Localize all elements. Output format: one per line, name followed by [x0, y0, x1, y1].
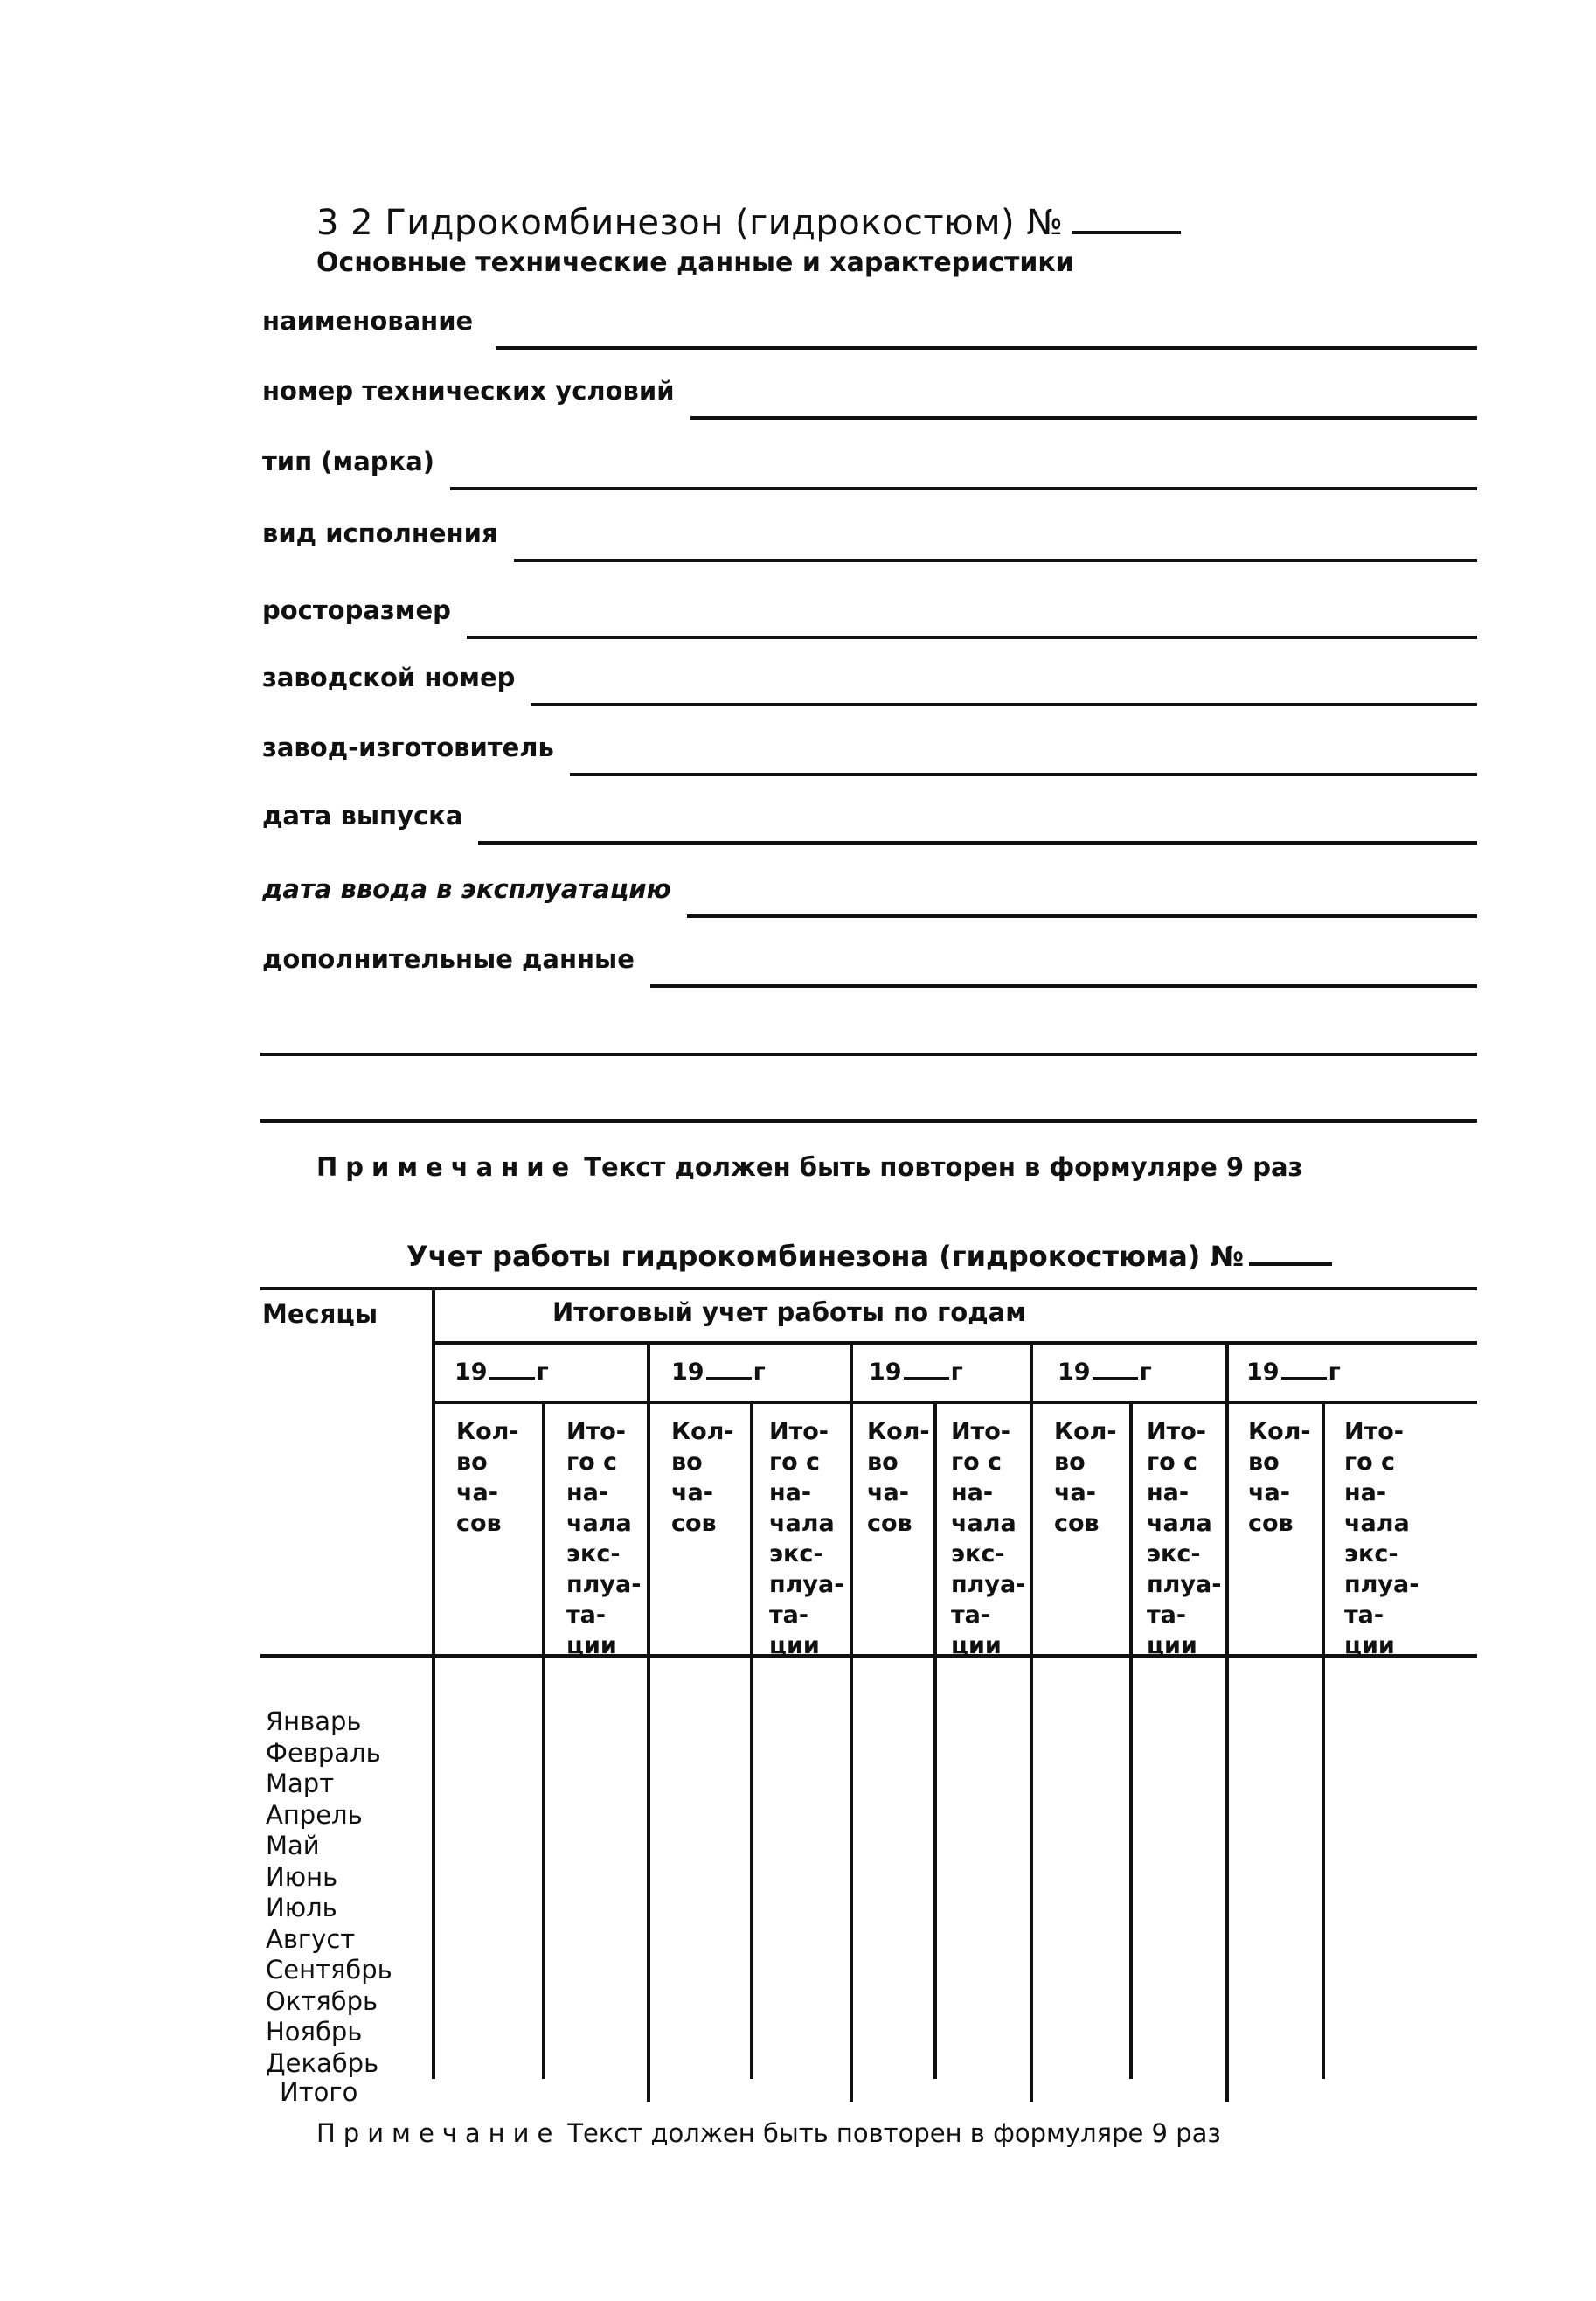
month-row: Февраль [266, 1737, 381, 1768]
col-hours-4: Кол- во ча- сов [1054, 1418, 1117, 1537]
col-hours-5: Кол- во ча- сов [1248, 1418, 1311, 1537]
note-prefix: Примечание [316, 2118, 561, 2148]
month-row: Октябрь [266, 1985, 378, 2016]
col-total-4: Ито- го с на- чала экс- плуа- та- ции [1147, 1418, 1222, 1659]
col-hours-1: Кол- во ча- сов [456, 1418, 519, 1537]
year-prefix: 19 [869, 1359, 902, 1386]
section-subtitle: Основные технические данные и характеристики [316, 247, 1074, 278]
field-blank-line[interactable] [687, 914, 1477, 918]
table-title [406, 1240, 1332, 1273]
year-suffix: г [753, 1359, 766, 1386]
months-list [266, 1707, 392, 2079]
col-hours-2: Кол- во ча- сов [671, 1418, 734, 1537]
field-spec-number[interactable] [262, 378, 1477, 421]
field-label: дата ввода в эксплуатацию [262, 874, 671, 904]
sub-divider-2 [750, 1401, 753, 2079]
year-label-2[interactable] [671, 1359, 766, 1386]
col-total-5: Ито- го с на- чала экс- плуа- та- ции [1344, 1418, 1419, 1659]
additional-data-line-2[interactable] [260, 1053, 1477, 1056]
note-1 [316, 1152, 1302, 1182]
month-row: Ноябрь [266, 2017, 363, 2047]
year-label-1[interactable] [455, 1359, 549, 1386]
note-2 [316, 2118, 1221, 2148]
year-divider-4 [1225, 1341, 1229, 2102]
month-row: Декабрь [266, 2047, 379, 2078]
field-blank-line[interactable] [514, 559, 1477, 562]
field-label: дополнительные данные [262, 944, 635, 974]
year-label-3[interactable] [869, 1359, 963, 1386]
field-commission-date[interactable] [262, 876, 1477, 920]
additional-data-line-3[interactable] [260, 1119, 1477, 1123]
field-blank-line[interactable] [450, 487, 1477, 490]
note-text: Текст должен быть повторен в формуляре 9 раз [567, 2118, 1221, 2148]
field-blank-line[interactable] [467, 636, 1477, 639]
year-prefix: 19 [455, 1359, 488, 1386]
field-blank-line[interactable] [690, 416, 1477, 420]
field-label: наименование [262, 306, 474, 336]
year-row-rule [432, 1401, 1477, 1404]
year-suffix: г [950, 1359, 963, 1386]
year-divider-3 [1030, 1341, 1033, 2102]
month-row: Май [266, 1831, 320, 1860]
work-log-table [260, 1287, 1477, 2107]
field-serial-number[interactable] [262, 664, 1477, 708]
field-label: номер технических условий [262, 376, 675, 406]
col-total-3: Ито- го с на- чала экс- плуа- та- ции [951, 1418, 1026, 1659]
year-blank-line[interactable] [489, 1377, 535, 1380]
month-row: Апрель [266, 1799, 363, 1830]
section-title-text: 3 2 Гидрокомбинезон (гидрокостюм) № [316, 203, 1064, 243]
sub-divider-3 [933, 1401, 937, 2079]
months-column-divider [432, 1287, 435, 2079]
year-prefix: 19 [1246, 1359, 1280, 1386]
year-suffix: г [1328, 1359, 1341, 1386]
year-label-4[interactable] [1058, 1359, 1152, 1386]
month-row: Август [266, 1923, 356, 1954]
total-row-label: Итого [280, 2077, 358, 2107]
number-blank-line[interactable] [1072, 231, 1181, 234]
field-blank-line[interactable] [496, 346, 1477, 350]
months-header: Месяцы [262, 1299, 378, 1329]
section-title [316, 203, 1181, 243]
field-size[interactable] [262, 597, 1477, 641]
group-header-rule [432, 1341, 1477, 1345]
field-blank-line[interactable] [478, 841, 1477, 845]
table-title-text: Учет работы гидрокомбинезона (гидрокостюма) № [406, 1240, 1245, 1273]
field-blank-line[interactable] [650, 984, 1477, 988]
field-type[interactable] [262, 448, 1477, 492]
col-hours-3: Кол- во ча- сов [867, 1418, 930, 1537]
header-bottom-rule [260, 1654, 1477, 1658]
field-label: тип (марка) [262, 447, 435, 476]
note-text: Текст должен быть повторен в формуляре 9 раз [584, 1152, 1303, 1182]
field-manufacturer[interactable] [262, 734, 1477, 778]
year-blank-line[interactable] [1281, 1377, 1327, 1380]
field-name[interactable] [262, 308, 1477, 351]
field-label: росторазмер [262, 595, 451, 625]
note-prefix: Примечание [316, 1152, 578, 1182]
month-row: Сентябрь [266, 1955, 392, 1985]
year-suffix: г [1139, 1359, 1152, 1386]
year-prefix: 19 [671, 1359, 704, 1386]
year-divider-2 [850, 1341, 853, 2102]
sub-divider-5 [1322, 1401, 1325, 2079]
sub-divider-1 [542, 1401, 545, 2079]
table-top-rule [260, 1287, 1477, 1290]
month-row: Март [266, 1769, 335, 1798]
col-total-2: Ито- го с на- чала экс- плуа- та- ции [769, 1418, 844, 1659]
month-row: Июнь [266, 1861, 338, 1892]
group-header: Итоговый учет работы по годам [552, 1297, 1026, 1327]
year-blank-line[interactable] [706, 1377, 752, 1380]
year-label-5[interactable] [1246, 1359, 1341, 1386]
year-prefix: 19 [1058, 1359, 1091, 1386]
field-label: заводской номер [262, 663, 516, 692]
field-label: завод-изготовитель [262, 733, 554, 762]
field-additional-data[interactable] [262, 946, 1477, 990]
table-number-blank-line[interactable] [1249, 1262, 1332, 1266]
field-label: дата выпуска [262, 801, 463, 831]
month-row: Январь [266, 1707, 362, 1736]
field-label: вид исполнения [262, 518, 498, 548]
field-version[interactable] [262, 520, 1477, 564]
year-blank-line[interactable] [1093, 1377, 1138, 1380]
year-suffix: г [536, 1359, 549, 1386]
sub-divider-4 [1129, 1401, 1133, 2079]
field-blank-line[interactable] [570, 773, 1477, 776]
month-row: Июль [266, 1893, 337, 1922]
col-total-1: Ито- го с на- чала экс- плуа- та- ции [566, 1418, 642, 1659]
field-release-date[interactable] [262, 803, 1477, 846]
year-blank-line[interactable] [904, 1377, 949, 1380]
year-divider-1 [647, 1341, 650, 2102]
field-blank-line[interactable] [531, 703, 1477, 706]
